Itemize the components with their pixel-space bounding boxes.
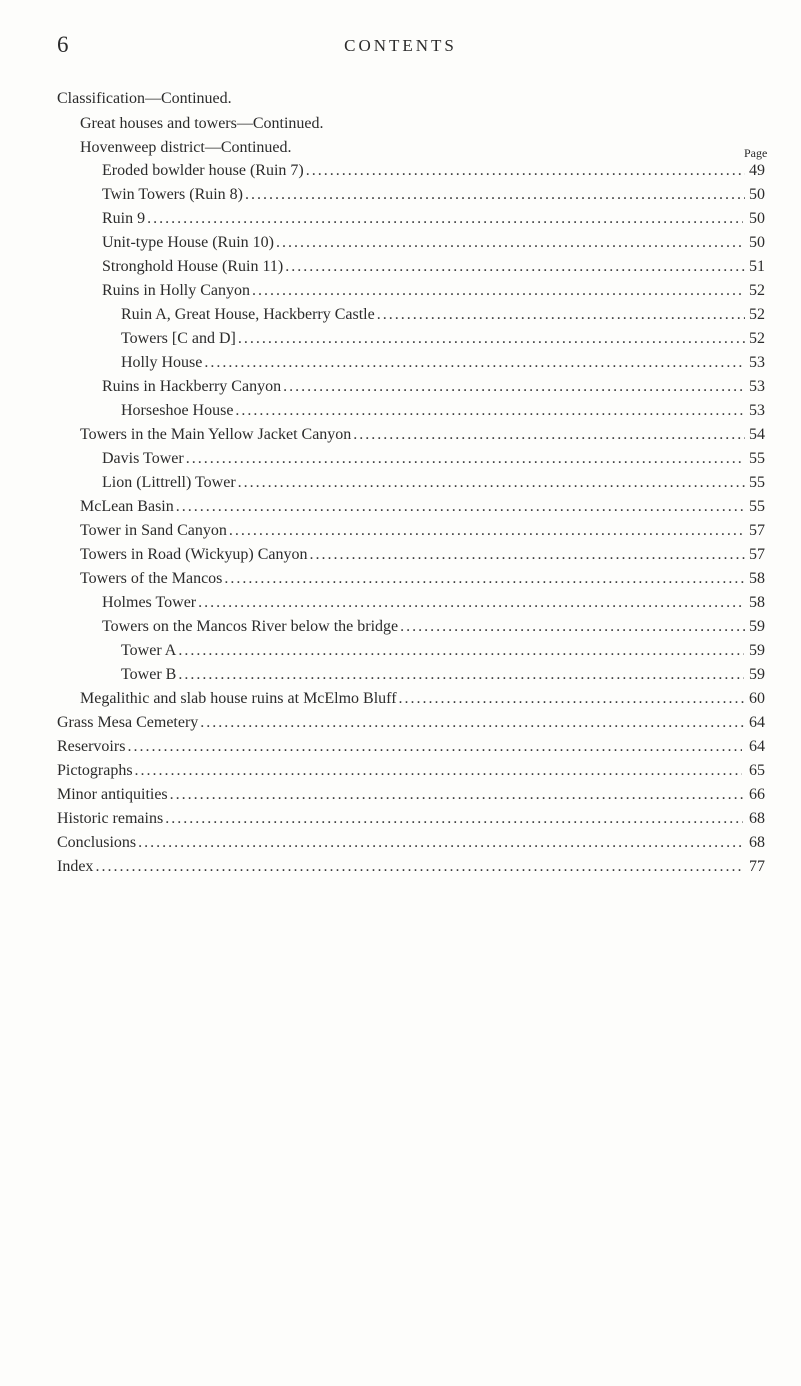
dot-leader: [238, 328, 745, 350]
toc-entry-title: Pictographs: [57, 762, 133, 779]
toc-entry-title: Historic remains: [57, 810, 164, 827]
toc-entry-page: 77: [749, 858, 765, 875]
dot-leader: [138, 832, 742, 854]
toc-entry-page: 53: [749, 378, 765, 395]
dot-leader: [178, 640, 743, 662]
running-head: CONTENTS: [344, 36, 457, 55]
toc-entry-title: Towers [C and D]: [121, 330, 236, 347]
toc-entry-page: 55: [749, 450, 765, 467]
toc-entry-page: 51: [749, 258, 765, 275]
toc-entry[interactable]: [121, 352, 765, 374]
toc-entry-title: Ruin A, Great House, Hackberry Castle: [121, 306, 375, 323]
toc-entry-page: 59: [749, 642, 765, 659]
toc-entry-title: Grass Mesa Cemetery: [57, 714, 199, 731]
dot-leader: [399, 688, 745, 710]
toc-entry-page: 50: [749, 210, 765, 227]
toc-entry-title: Ruins in Hackberry Canyon: [102, 378, 282, 395]
toc-entry[interactable]: [80, 544, 765, 566]
toc-entry[interactable]: [102, 280, 765, 302]
dot-leader: [238, 472, 745, 494]
dot-leader: [353, 424, 745, 446]
toc-entry[interactable]: [80, 688, 765, 710]
toc-entry-title: Conclusions: [57, 834, 137, 851]
toc-entry-page: 52: [749, 306, 765, 323]
heading-classification: Classification—Continued.: [57, 90, 232, 107]
dot-leader: [135, 760, 743, 782]
toc-entry[interactable]: [57, 760, 765, 782]
toc-entry[interactable]: [102, 592, 765, 614]
toc-entry[interactable]: [57, 712, 765, 734]
dot-leader: [306, 160, 745, 182]
dot-leader: [95, 856, 741, 878]
dot-leader: [198, 592, 744, 614]
heading-great-houses: Great houses and towers—Continued.: [80, 115, 324, 132]
page-header: [0, 30, 801, 60]
toc-entry-page: 54: [749, 426, 765, 443]
toc-entry[interactable]: [121, 400, 765, 422]
toc-entry[interactable]: [80, 424, 765, 446]
page-column-label: Page: [744, 146, 768, 160]
heading-hovenweep: Hovenweep district—Continued.: [80, 139, 292, 156]
dot-leader: [204, 352, 744, 374]
toc-entry-page: 64: [749, 714, 765, 731]
toc-entry[interactable]: [57, 808, 765, 830]
toc-entry[interactable]: [102, 232, 765, 254]
toc-entry-page: 65: [749, 762, 765, 779]
toc-entry-title: Unit-type House (Ruin 10): [102, 234, 274, 251]
toc-entry-title: Megalithic and slab house ruins at McElmo Bluff: [80, 690, 397, 707]
toc-entry-title: Horseshoe House: [121, 402, 234, 419]
toc-entry[interactable]: [102, 184, 765, 206]
toc-entry-title: Minor antiquities: [57, 786, 168, 803]
dot-leader: [224, 568, 745, 590]
toc-entry-title: Reservoirs: [57, 738, 126, 755]
dot-leader: [310, 544, 745, 566]
toc-entry-page: 68: [749, 834, 765, 851]
toc-entry-page: 60: [749, 690, 765, 707]
toc-entry-page: 52: [749, 282, 765, 299]
toc-entry-page: 55: [749, 474, 765, 491]
dot-leader: [147, 208, 743, 230]
toc-entry-page: 57: [749, 522, 765, 539]
toc-entry-title: Ruins in Holly Canyon: [102, 282, 251, 299]
toc-entry[interactable]: [102, 616, 765, 638]
dot-leader: [400, 616, 745, 638]
dot-leader: [200, 712, 744, 734]
dot-leader: [176, 496, 744, 518]
dot-leader: [283, 376, 745, 398]
dot-leader: [276, 232, 745, 254]
toc-entry-title: Towers in the Main Yellow Jacket Canyon: [80, 426, 352, 443]
dot-leader: [165, 808, 743, 830]
toc-entry-title: Ruin 9: [102, 210, 146, 227]
toc-entry-title: Davis Tower: [102, 450, 184, 467]
toc-entry-title: Holmes Tower: [102, 594, 197, 611]
toc-entry-page: 64: [749, 738, 765, 755]
toc-entry[interactable]: [57, 832, 765, 854]
toc-entry[interactable]: [121, 664, 765, 686]
toc-entry[interactable]: [102, 208, 765, 230]
toc-entry-title: Index: [57, 858, 94, 875]
toc-entry-page: 49: [749, 162, 765, 179]
dot-leader: [377, 304, 745, 326]
toc-entry[interactable]: [102, 448, 765, 470]
toc-entry-title: Towers of the Mancos: [80, 570, 223, 587]
toc-entry-page: 55: [749, 498, 765, 515]
toc-entry[interactable]: [121, 328, 765, 350]
page-number: 6: [57, 32, 69, 57]
toc-entry-page: 52: [749, 330, 765, 347]
dot-leader: [170, 784, 744, 806]
toc-entry-page: 57: [749, 546, 765, 563]
dot-leader: [229, 520, 745, 542]
toc-entry-title: Eroded bowlder house (Ruin 7): [102, 162, 304, 179]
toc-entry-title: Lion (Littrell) Tower: [102, 474, 236, 491]
toc-entry-title: Holly House: [121, 354, 203, 371]
toc-entry-page: 59: [749, 666, 765, 683]
toc-entry-page: 59: [749, 618, 765, 635]
toc-entry[interactable]: [57, 736, 765, 758]
toc-entry[interactable]: [121, 640, 765, 662]
toc-entry-page: 66: [749, 786, 765, 803]
toc-entry[interactable]: [57, 784, 765, 806]
toc-entry-title: Towers on the Mancos River below the bridge: [102, 618, 399, 635]
dot-leader: [235, 400, 745, 422]
toc-entry[interactable]: [102, 256, 765, 278]
toc-entry-title: McLean Basin: [80, 498, 174, 515]
toc-entry-title: Towers in Road (Wickyup) Canyon: [80, 546, 308, 563]
toc-entry-page: 58: [749, 594, 765, 611]
toc-entry-title: Tower in Sand Canyon: [80, 522, 227, 539]
toc-entry-title: Stronghold House (Ruin 11): [102, 258, 284, 275]
toc-entry[interactable]: [102, 376, 765, 398]
toc-entry[interactable]: [57, 856, 765, 878]
toc-entry[interactable]: [102, 472, 765, 494]
toc-entry-page: 53: [749, 354, 765, 371]
toc-entry-page: 58: [749, 570, 765, 587]
toc-entry[interactable]: [102, 160, 765, 182]
dot-leader: [178, 664, 743, 686]
toc-entry[interactable]: [80, 496, 765, 518]
toc-entry-page: 50: [749, 186, 765, 203]
dot-leader: [252, 280, 745, 302]
dot-leader: [285, 256, 745, 278]
toc-entry[interactable]: [121, 304, 765, 326]
toc-entry-title: Twin Towers (Ruin 8): [102, 186, 244, 203]
dot-leader: [245, 184, 745, 206]
toc-entry-page: 68: [749, 810, 765, 827]
toc-entry-page: 53: [749, 402, 765, 419]
toc-entry-title: Tower B: [121, 666, 177, 683]
toc-entry-page: 50: [749, 234, 765, 251]
toc-entry[interactable]: [80, 568, 765, 590]
toc-entry[interactable]: [80, 520, 765, 542]
toc-entry-title: Tower A: [121, 642, 177, 659]
dot-leader: [186, 448, 744, 470]
dot-leader: [127, 736, 742, 758]
